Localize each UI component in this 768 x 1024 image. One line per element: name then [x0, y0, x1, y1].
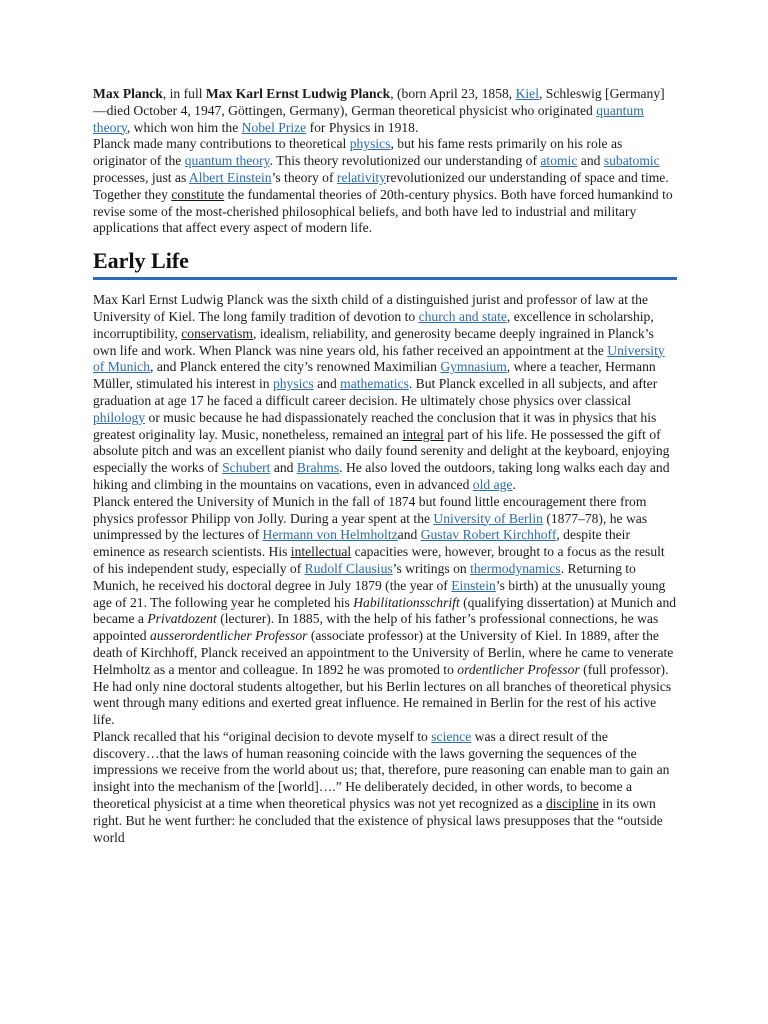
italic-term: ausserordentlicher Professor: [150, 628, 308, 644]
underlined-term[interactable]: conservatism: [181, 325, 253, 341]
inline-link[interactable]: Gymnasium: [440, 359, 507, 375]
inline-link[interactable]: thermodynamics: [470, 560, 561, 576]
underlined-term[interactable]: discipline: [545, 796, 599, 812]
underlined-term[interactable]: constitute: [171, 186, 225, 202]
inline-link[interactable]: Gustav Robert Kirchhoff: [420, 527, 557, 543]
italic-term: Habilitationsschrift: [353, 594, 460, 610]
article: [93, 86, 677, 846]
italic-term: Privatdozent: [147, 611, 217, 627]
inline-link[interactable]: quantum theory: [184, 153, 270, 169]
intro-paragraph-2: Planck made many contributions to theoretical physics, but his fame rests primarily on his role as originator of the quantum theory. This theory revolutionized our understanding of atomic and subatomic processes, just as Albert Einstein’s theory of relativityrevolutionized our understanding of space and time. Together they constitute the fundamental theories of 20th-century physics. Both have forced humankind to revise some of the most-cherished philosophical beliefs, and both have led to industrial and military applications that affect every aspect of modern life.: [93, 136, 673, 236]
inline-link[interactable]: Brahms: [296, 460, 340, 476]
inline-link[interactable]: Schubert: [222, 460, 271, 476]
inline-link[interactable]: Nobel Prize: [241, 119, 307, 135]
inline-link[interactable]: quantum theory: [93, 102, 644, 135]
bold-text: Max Planck: [93, 86, 163, 101]
bold-text: Max Karl Ernst Ludwig Planck: [205, 86, 391, 101]
early-life-paragraph-1: Max Karl Ernst Ludwig Planck was the sixth child of a distinguished jurist and professor of law at the University of Kiel. The long family tradition of devotion to church and state, excellence in scholarship, incorruptibility, conservatism, idealism, reliability, and generosity became deeply ingrained in Planck’s own life and work. When Planck was nine years old, his father received an appointment at the University of Munich, and Planck entered the city’s renowned Maximilian Gymnasium, where a teacher, Hermann Müller, stimulated his interest in physics and mathematics. But Planck excelled in all subjects, and after graduation at age 17 he faced a difficult career decision. He ultimately chose physics over classical philology or music because he had dispassionately reached the conclusion that it was in physics that his greatest originality lay. Music, nonetheless, remained an integral part of his life. He possessed the gift of absolute pitch and was an excellent pianist who daily found serenity and delight at the keyboard, enjoying especially the works of Schubert and Brahms. He also loved the outdoors, taking long walks each day and hiking and climbing in the mountains on vacations, even in advanced old age.: [93, 292, 670, 492]
inline-link[interactable]: University of Berlin: [433, 510, 543, 526]
inline-link[interactable]: old age: [472, 476, 513, 492]
underlined-term[interactable]: integral: [402, 426, 444, 442]
inline-link[interactable]: science: [431, 728, 472, 744]
inline-link[interactable]: Einstein: [451, 577, 496, 593]
inline-link[interactable]: physics: [349, 136, 391, 152]
inline-link[interactable]: physics: [272, 376, 314, 392]
italic-term: ordentlicher Professor: [457, 661, 580, 677]
inline-link[interactable]: subatomic: [603, 153, 660, 169]
inline-link[interactable]: Rudolf Clausius: [304, 560, 393, 576]
underlined-term[interactable]: intellectual: [290, 544, 352, 560]
inline-link[interactable]: atomic: [540, 153, 578, 169]
early-life-paragraph-3: Planck recalled that his “original decision to devote myself to science was a direct result of the discovery…that the laws of human reasoning coincide with the laws governing the sequences of the impressions we receive from the world about us; that, therefore, pure reasoning can enable man to gain an insight into the mechanism of the [world]….” He deliberately decided, in other words, to become a theoretical physicist at a time when theoretical physics was not yet recognized as a discipline in its own right. But he went further: he concluded that the existence of physical laws presupposes that the “outside world: [93, 728, 670, 845]
inline-link[interactable]: mathematics: [340, 376, 409, 392]
inline-link[interactable]: relativity: [336, 169, 386, 185]
inline-link[interactable]: philology: [93, 409, 146, 425]
inline-link[interactable]: Albert Einstein: [188, 169, 272, 185]
inline-link[interactable]: church and state: [418, 308, 507, 324]
early-life-paragraph-2: Planck entered the University of Munich in the fall of 1874 but found little encouragement there from physics professor Philipp von Jolly. During a year spent at the University of Berlin (1877–78), he was unimpressed by the lectures of Hermann von Helmholtzand Gustav Robert Kirchhoff, despite their eminence as research scientists. His intellectual capacities were, however, brought to a focus as the result of his independent study, especially of Rudolf Clausius’s writings on thermodynamics. Returning to Munich, he received his doctoral degree in July 1879 (the year of Einstein’s birth) at the unusually young age of 21. The following year he completed his Habilitationsschrift (qualifying dissertation) at Munich and became a Privatdozent (lecturer). In 1885, with the help of his father’s professional connections, he was appointed ausserordentlicher Professor (associate professor) at the University of Kiel. In 1889, after the death of Kirchhoff, Planck received an appointment to the University of Berlin, where he came to venerate Helmholtz as a mentor and colleague. In 1892 he was promoted to ordentlicher Professor (full professor). He had only nine doctoral students altogether, but his Berlin lectures on all branches of theoretical physics went through many editions and exerted great influence. He remained in Berlin for the rest of his active life.: [93, 493, 677, 728]
inline-link[interactable]: Hermann von Helmholtz: [262, 527, 398, 543]
section-heading-early-life: Early Life: [93, 248, 677, 280]
inline-link[interactable]: Kiel: [515, 86, 539, 101]
inline-link[interactable]: University of Munich: [93, 342, 665, 375]
intro-paragraph-1: Max Planck, in full Max Karl Ernst Ludwig Planck, (born April 23, 1858, Kiel, Schleswig [Germany]—died October 4, 1947, Göttingen, Germany), German theoretical physicist who originated quantum theory, which won him the Nobel Prize for Physics in 1918.: [93, 86, 665, 135]
